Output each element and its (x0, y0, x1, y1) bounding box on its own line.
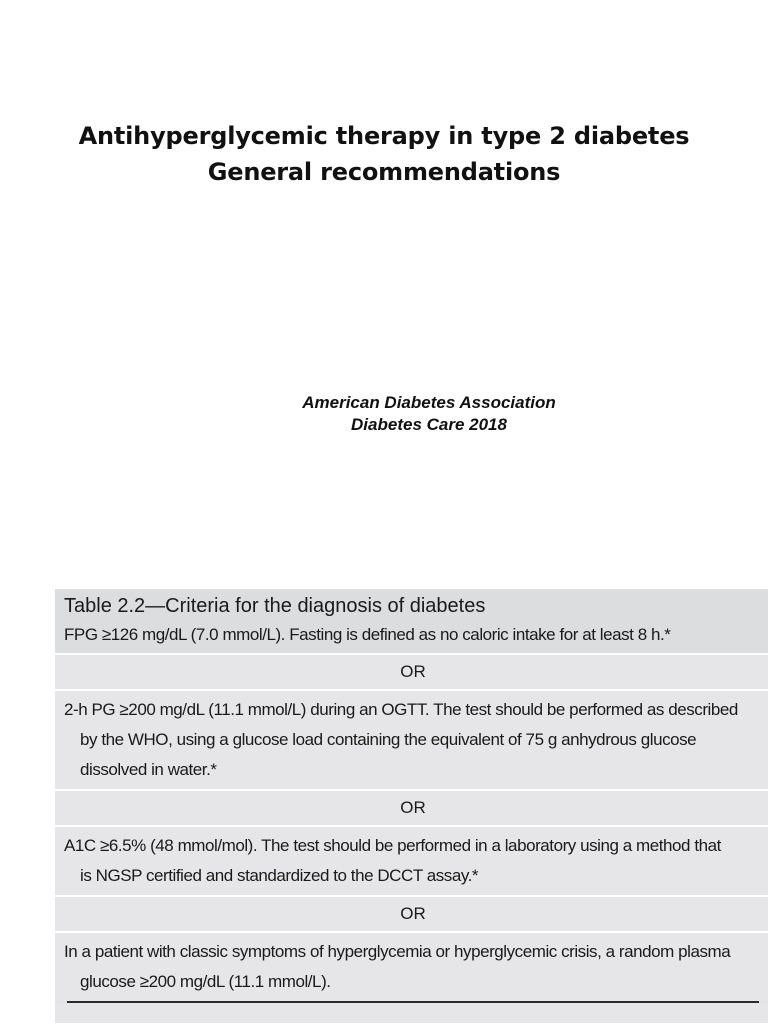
criterion-ogtt-line-2: by the WHO, using a glucose load containing the equivalent of 75 g anhydrous glucose (80, 730, 697, 749)
source-journal: Diabetes Care 2018 (351, 415, 507, 434)
or-separator: OR (55, 789, 768, 825)
diagnosis-criteria-table (55, 589, 768, 1023)
criterion-fpg: FPG ≥126 mg/dL (7.0 mmol/L). Fasting is defined as no caloric intake for at least 8 h.* (64, 625, 671, 644)
slide-title-line-1: Antihyperglycemic therapy in type 2 diabetes (78, 122, 690, 150)
table-header (55, 589, 768, 653)
criterion-ogtt-line-1: 2-h PG ≥200 mg/dL (11.1 mmol/L) during an OGTT. The test should be performed as described (64, 700, 738, 719)
table-footnote-area (55, 1003, 768, 1023)
criterion-a1c-line-1: A1C ≥6.5% (48 mmol/mol). The test should be performed in a laboratory using a method that (64, 836, 721, 855)
source-organization: American Diabetes Association (302, 393, 556, 412)
slide-title (0, 118, 768, 190)
criterion-random-line-1: In a patient with classic symptoms of hyperglycemia or hyperglycemic crisis, a random plasma (64, 942, 731, 961)
criterion-random-line-2: glucose ≥200 mg/dL (11.1 mmol/L). (80, 972, 331, 991)
criterion-random-glucose (55, 931, 768, 1001)
criterion-ogtt-line-3: dissolved in water.* (80, 760, 217, 779)
criterion-a1c-line-2: is NGSP certified and standardized to the DCCT assay.* (80, 866, 479, 885)
criterion-ogtt (55, 689, 768, 789)
or-separator: OR (55, 895, 768, 931)
or-separator: OR (55, 653, 768, 689)
table-caption: Table 2.2—Criteria for the diagnosis of diabetes (64, 595, 486, 617)
criterion-a1c (55, 825, 768, 895)
slide-title-line-2: General recommendations (207, 158, 561, 186)
source-citation (254, 392, 604, 436)
